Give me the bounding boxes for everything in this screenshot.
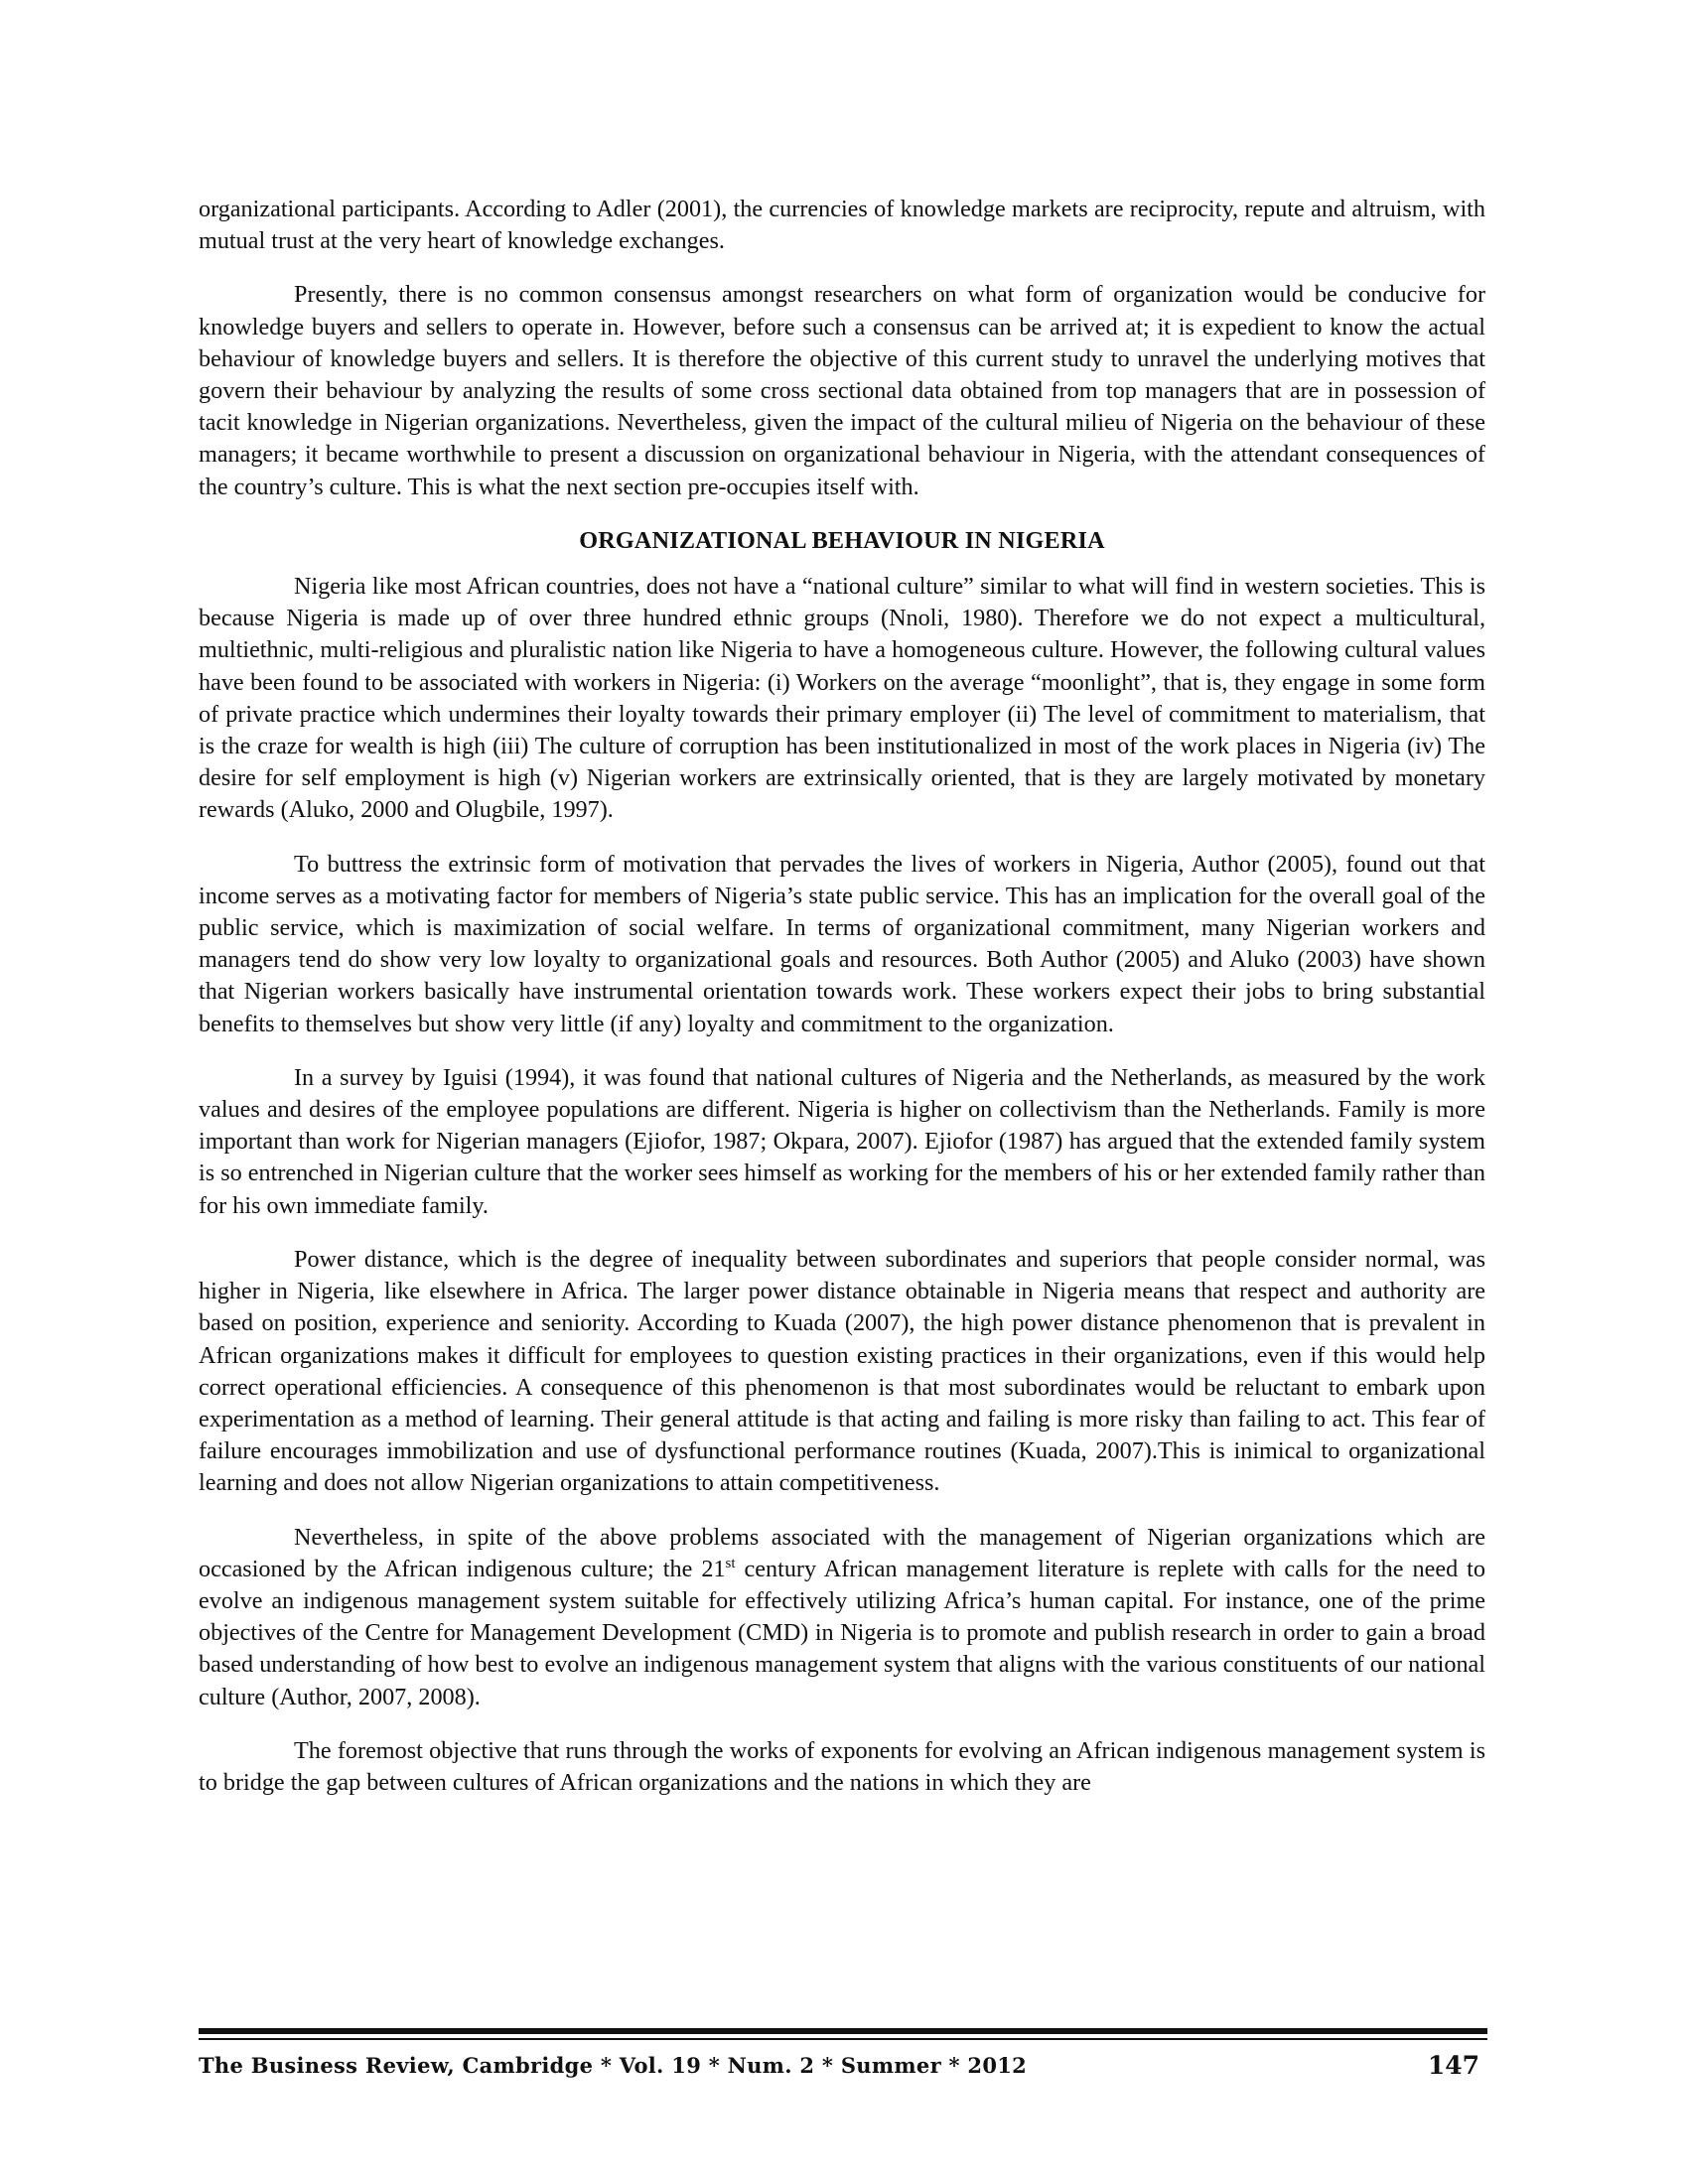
paragraph-5: In a survey by Iguisi (1994), it was found that national cultures of Nigeria and the Netherlands, as measured by the work values and desires of the employee populations are different. Nigeria is higher on collectivism than the Netherlands. Family is more important than work for Nigerian managers (Ejiofor, 1987; Okpara, 2007). Ejiofor (1987) has argued that the extended family system is so entrenched in Nigerian culture that the worker sees himself as working for the members of his or her extended family rather than for his own immediate family. [199, 1063, 1485, 1219]
paragraph-7 [199, 1522, 1485, 1713]
paragraph-4: To buttress the extrinsic form of motivation that pervades the lives of workers in Nigeria, Author (2005), found out that income serves as a motivating factor for members of Nigeria’s state public service. This has an implication for the overall goal of the public service, which is maximization of social welfare. In terms of organizational commitment, many Nigerian workers and managers tend do show very low loyalty to organizational goals and resources. Both Author (2005) and Aluko (2003) have shown that Nigerian workers basically have instrumental orientation towards work. These workers expect their jobs to bring substantial benefits to themselves but show very little (if any) loyalty and commitment to the organization. [199, 850, 1485, 1037]
footer-rule-thick [199, 2028, 1487, 2034]
paragraph-7-end: century African management literature is replete with calls for the need to evolve an indigenous management system suitable for effectively utilizing Africa’s human capital. For instance, one of the prime objectives of the Centre for Management Development (CMD) in Nigeria is to promote and publish research in order to gain a broad based understanding of how best to evolve an indigenous management system that aligns with the various constituents of our national culture (Author, 2007, 2008). [199, 1555, 1485, 1710]
ordinal-superscript: st [725, 1555, 736, 1571]
page-footer [199, 2048, 1487, 2082]
paragraph-1: organizational participants. According to Adler (2001), the currencies of knowledge markets are reciprocity, repute and altruism, with mutual trust at the very heart of knowledge exchanges. [199, 196, 1485, 255]
section-heading: ORGANIZATIONAL BEHAVIOUR IN NIGERIA [579, 526, 1105, 554]
journal-citation: The Business Review, Cambridge * Vol. 19 * Num. 2 * Summer * 2012 [199, 2052, 1028, 2078]
body-text [199, 194, 1485, 1799]
paragraph-7-start: Nevertheless, in spite of the above problems associated with the management of Nigerian organizations which are occasioned by the African indigenous culture; the 21 [199, 1523, 1485, 1582]
page-number: 147 [1427, 2050, 1479, 2080]
paragraph-2: Presently, there is no common consensus amongst researchers on what form of organization would be conducive for knowledge buyers and sellers to operate in. However, before such a consensus can be arrived at; it is expedient to know the actual behaviour of knowledge buyers and sellers. It is therefore the objective of this current study to unravel the underlying motives that govern their behaviour by analyzing the results of some cross sectional data obtained from top managers that are in possession of tacit knowledge in Nigerian organizations. Nevertheless, given the impact of the cultural milieu of Nigeria on the behaviour of these managers; it became worthwhile to present a discussion on organizational behaviour in Nigeria, with the attendant consequences of the country’s culture. This is what the next section pre-occupies itself with. [199, 281, 1485, 500]
paragraph-8: The foremost objective that runs through the works of exponents for evolving an African indigenous management system is to bridge the gap between cultures of African organizations and the nations in which they are [199, 1736, 1485, 1796]
footer-rule-thin [199, 2038, 1487, 2040]
paragraph-3: Nigeria like most African countries, does not have a “national culture” similar to what will find in western societies. This is because Nigeria is made up of over three hundred ethnic groups (Nnoli, 1980). Therefore we do not expect a multicultural, multiethnic, multi-religious and pluralistic nation like Nigeria to have a homogeneous culture. However, the following cultural values have been found to be associated with workers in Nigeria: (i) Workers on the average “moonlight”, that is, they engage in some form of private practice which undermines their loyalty towards their primary employer (ii) The level of commitment to materialism, that is the craze for wealth is high (iii) The culture of corruption has been institutionalized in most of the work places in Nigeria (iv) The desire for self employment is high (v) Nigerian workers are extrinsically oriented, that is they are largely motivated by monetary rewards (Aluko, 2000 and Olugbile, 1997). [199, 573, 1485, 824]
paragraph-6: Power distance, which is the degree of inequality between subordinates and superiors that people consider normal, was higher in Nigeria, like elsewhere in Africa. The larger power distance obtainable in Nigeria means that respect and authority are based on position, experience and seniority. According to Kuada (2007), the high power distance phenomenon that is prevalent in African organizations makes it difficult for employees to question existing practices in their organizations, even if this would help correct operational efficiencies. A consequence of this phenomenon is that most subordinates would be reluctant to embark upon experimentation as a method of learning. Their general attitude is that acting and failing is more risky than failing to act. This fear of failure encourages immobilization and use of dysfunctional performance routines (Kuada, 2007).This is inimical to organizational learning and does not allow Nigerian organizations to attain competitiveness. [199, 1245, 1485, 1497]
